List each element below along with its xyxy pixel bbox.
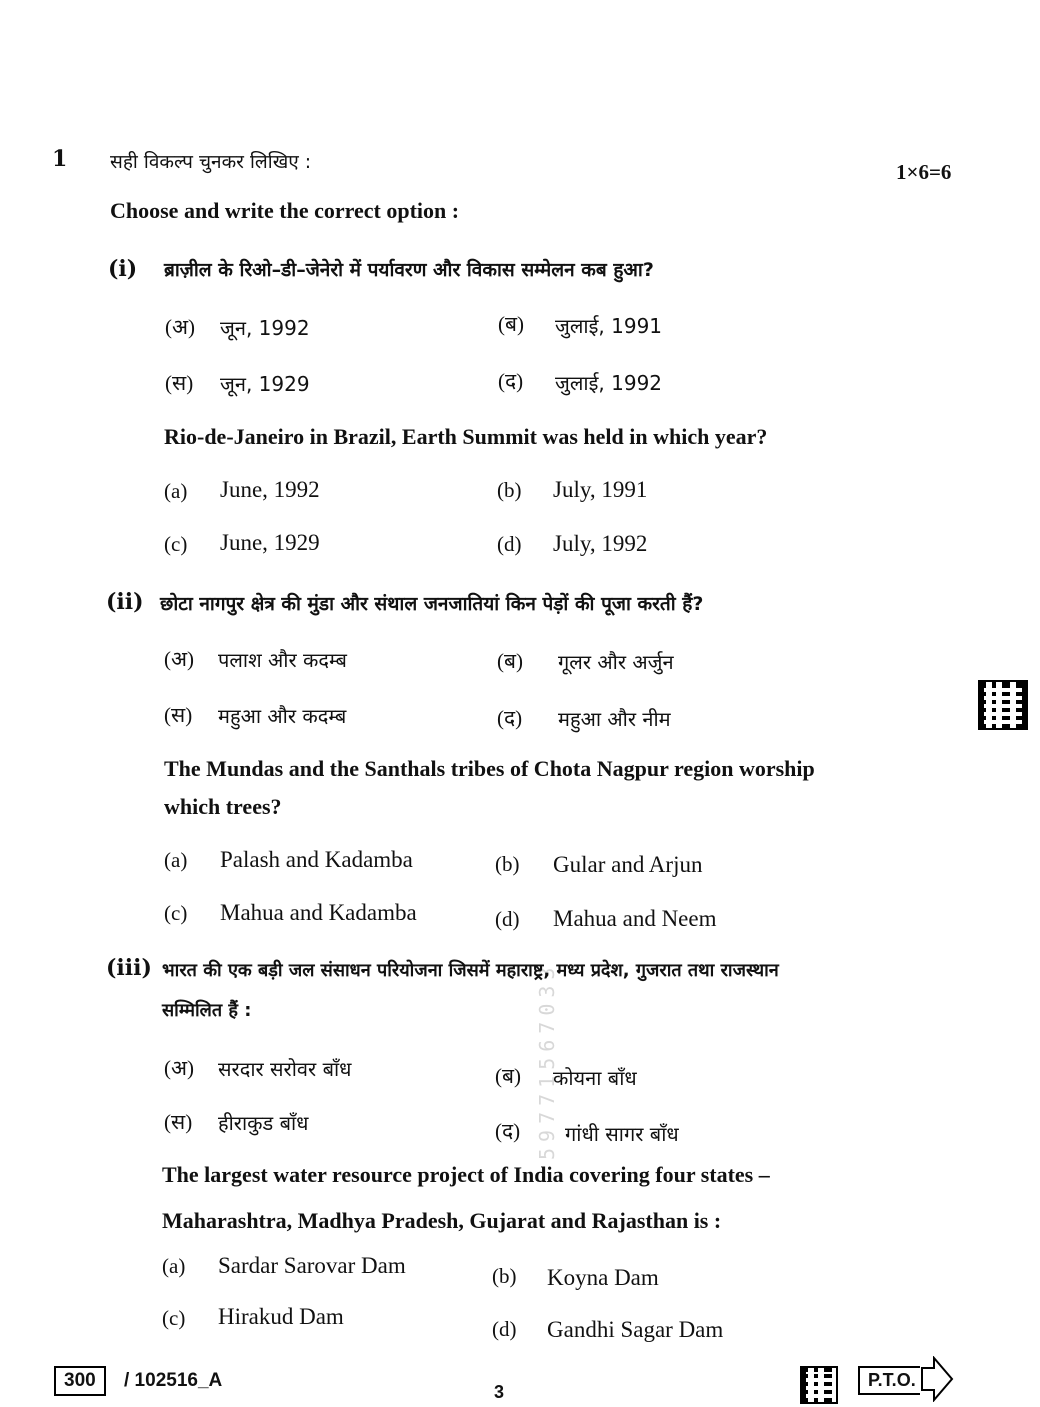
- option-text: सरदार सरोवर बाँध: [218, 1057, 352, 1081]
- option-label: (स): [164, 703, 193, 727]
- option-text: June, 1929: [220, 530, 320, 555]
- marks: 1×6=6: [896, 160, 952, 184]
- watermark-strip: 59771567033: [535, 961, 559, 1160]
- option-text: पलाश और कदम्ब: [218, 648, 347, 672]
- option-label: (द): [498, 369, 524, 393]
- option-label: (द): [495, 1119, 521, 1143]
- page-number: 3: [494, 1382, 505, 1402]
- part-ii-hindi-question: छोटा नागपुर क्षेत्र की मुंडा और संथाल जनजातियां किन पेड़ों की पूजा करती हैं?: [160, 593, 704, 615]
- option-label: (a): [164, 848, 188, 872]
- option-text: Gandhi Sagar Dam: [547, 1317, 724, 1342]
- option-text: महुआ और कदम्ब: [218, 704, 347, 728]
- paper-code: / 102516_A: [124, 1370, 223, 1391]
- option-text: Hirakud Dam: [218, 1304, 344, 1329]
- option-label: (d): [492, 1317, 517, 1341]
- qr-code: [978, 680, 1028, 730]
- pto-label: P.T.O.: [858, 1366, 920, 1395]
- option-text: Koyna Dam: [547, 1265, 659, 1290]
- part-i-hindi-question: ब्राज़ील के रिओ–डी–जेनेरो में पर्यावरण और विकास सम्मेलन कब हुआ?: [164, 259, 654, 281]
- option-label: (द): [497, 706, 523, 730]
- option-label: (d): [495, 907, 520, 931]
- option-label: (अ): [164, 1056, 195, 1080]
- option-text: जुलाई, 1992: [555, 371, 663, 395]
- option-label: (स): [165, 371, 194, 395]
- part-iii-english-question-line2: Maharashtra, Madhya Pradesh, Gujarat and Rajasthan is :: [162, 1208, 722, 1233]
- instruction-hindi: सही विकल्प चुनकर लिखिए :: [110, 151, 312, 173]
- instruction-english: Choose and write the correct option :: [110, 198, 460, 223]
- option-text: July, 1992: [553, 531, 648, 556]
- option-label: (d): [497, 532, 522, 556]
- option-label: (अ): [164, 647, 195, 671]
- option-text: Palash and Kadamba: [220, 847, 413, 872]
- option-label: (b): [495, 852, 520, 876]
- part-label-ii: (ii): [106, 589, 144, 615]
- option-text: जुलाई, 1991: [555, 314, 663, 338]
- option-text: Gular and Arjun: [553, 852, 703, 877]
- option-text: July, 1991: [553, 477, 648, 502]
- option-label: (c): [162, 1306, 186, 1330]
- option-text: जून, 1929: [220, 372, 310, 396]
- part-ii-english-question-line1: The Mundas and the Santhals tribes of Chota Nagpur region worship: [164, 756, 815, 781]
- option-text: गूलर और अर्जुन: [558, 650, 674, 674]
- option-label: (c): [164, 901, 188, 925]
- part-iii-hindi-question-line1: भारत की एक बड़ी जल संसाधन परियोजना जिसमें महाराष्ट्र, मध्य प्रदेश, गुजरात तथा राजस्थान: [162, 960, 779, 981]
- option-label: (स): [164, 1110, 193, 1134]
- option-text: हीराकुड बाँध: [218, 1111, 309, 1135]
- option-text: जून, 1992: [220, 316, 310, 340]
- paper-code-box: 300: [54, 1366, 106, 1396]
- option-label: (a): [162, 1254, 186, 1278]
- option-label: (ब): [498, 312, 524, 336]
- option-text: गांधी सागर बाँध: [565, 1122, 679, 1146]
- part-label-i: (i): [108, 256, 138, 282]
- option-text: महुआ और नीम: [558, 707, 671, 731]
- option-label: (b): [492, 1264, 517, 1288]
- part-iii-hindi-question-line2: सम्मिलित हैं :: [162, 1000, 252, 1021]
- footer-qr-code: [800, 1366, 838, 1404]
- option-label: (ब): [497, 649, 523, 673]
- option-label: (a): [164, 479, 188, 503]
- option-label: (ब): [495, 1064, 521, 1088]
- question-number: 1: [52, 146, 68, 172]
- option-text: Mahua and Kadamba: [220, 900, 417, 925]
- part-iii-english-question-line1: The largest water resource project of India covering four states –: [162, 1162, 770, 1187]
- option-label: (c): [164, 532, 188, 556]
- part-i-english-question: Rio-de-Janeiro in Brazil, Earth Summit was held in which year?: [164, 424, 768, 449]
- option-text: Mahua and Neem: [553, 906, 717, 931]
- option-label: (b): [497, 478, 522, 502]
- part-ii-english-question-line2: which trees?: [164, 794, 282, 819]
- arrow-right-icon: [920, 1356, 954, 1402]
- option-text: June, 1992: [220, 477, 320, 502]
- option-label: (अ): [165, 315, 196, 339]
- part-label-iii: (iii): [106, 955, 152, 981]
- option-text: Sardar Sarovar Dam: [218, 1253, 406, 1278]
- option-text: कोयना बाँध: [553, 1066, 637, 1090]
